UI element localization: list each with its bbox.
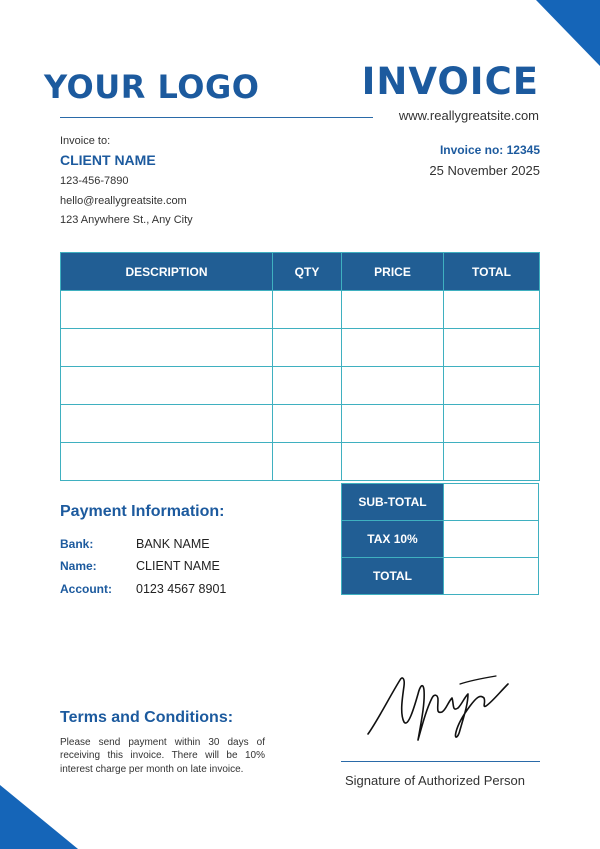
items-table (60, 252, 540, 481)
terms-heading: Terms and Conditions: (60, 709, 234, 726)
top-right-corner-shape (518, 0, 600, 66)
invoice-number: Invoice no: 12345 (439, 143, 540, 157)
column-header-total: TOTAL (444, 253, 540, 291)
payment-heading: Payment Information: (60, 503, 225, 520)
account-label: Account: (60, 582, 112, 596)
bank-label: Bank: (60, 537, 94, 551)
name-label: Name: (60, 559, 97, 573)
signature-line (341, 761, 540, 762)
table-row (61, 329, 540, 367)
handwritten-signature (360, 668, 520, 748)
tax-label: TAX 10% (342, 521, 444, 558)
invoice-title: INVOICE (361, 60, 539, 103)
name-value: CLIENT NAME (136, 559, 220, 573)
table-row (61, 367, 540, 405)
column-header-description: DESCRIPTION (61, 253, 273, 291)
total-row (342, 558, 539, 595)
invoice-date: 25 November 2025 (429, 163, 540, 178)
invoice-to-label: Invoice to: (60, 135, 111, 147)
terms-text: Please send payment within 30 days of receiving this invoice. There will be 10% interest charge per month on late invoice. (60, 737, 265, 775)
client-email: hello@reallygreatsite.com (60, 195, 187, 207)
logo-divider (60, 117, 373, 118)
total-value (444, 558, 539, 595)
table-row (61, 291, 540, 329)
subtotal-value (444, 484, 539, 521)
client-phone: 123-456-7890 (60, 175, 129, 187)
table-row (61, 405, 540, 443)
subtotal-row (342, 484, 539, 521)
total-label: TOTAL (342, 558, 444, 595)
website-text: www.reallygreatsite.com (398, 108, 539, 123)
signature-label: Signature of Authorized Person (345, 773, 525, 788)
client-address: 123 Anywhere St., Any City (60, 214, 193, 226)
company-logo: YOUR LOGO (44, 68, 260, 106)
table-row (61, 443, 540, 481)
bottom-left-corner-shape (0, 785, 82, 849)
tax-row (342, 521, 539, 558)
tax-value (444, 521, 539, 558)
subtotal-label: SUB-TOTAL (342, 484, 444, 521)
totals-table (341, 483, 539, 595)
client-name: CLIENT NAME (60, 152, 156, 168)
items-header-row (61, 253, 540, 291)
column-header-price: PRICE (342, 253, 444, 291)
account-value: 0123 4567 8901 (136, 582, 227, 596)
bank-value: BANK NAME (136, 537, 210, 551)
column-header-qty: QTY (273, 253, 342, 291)
